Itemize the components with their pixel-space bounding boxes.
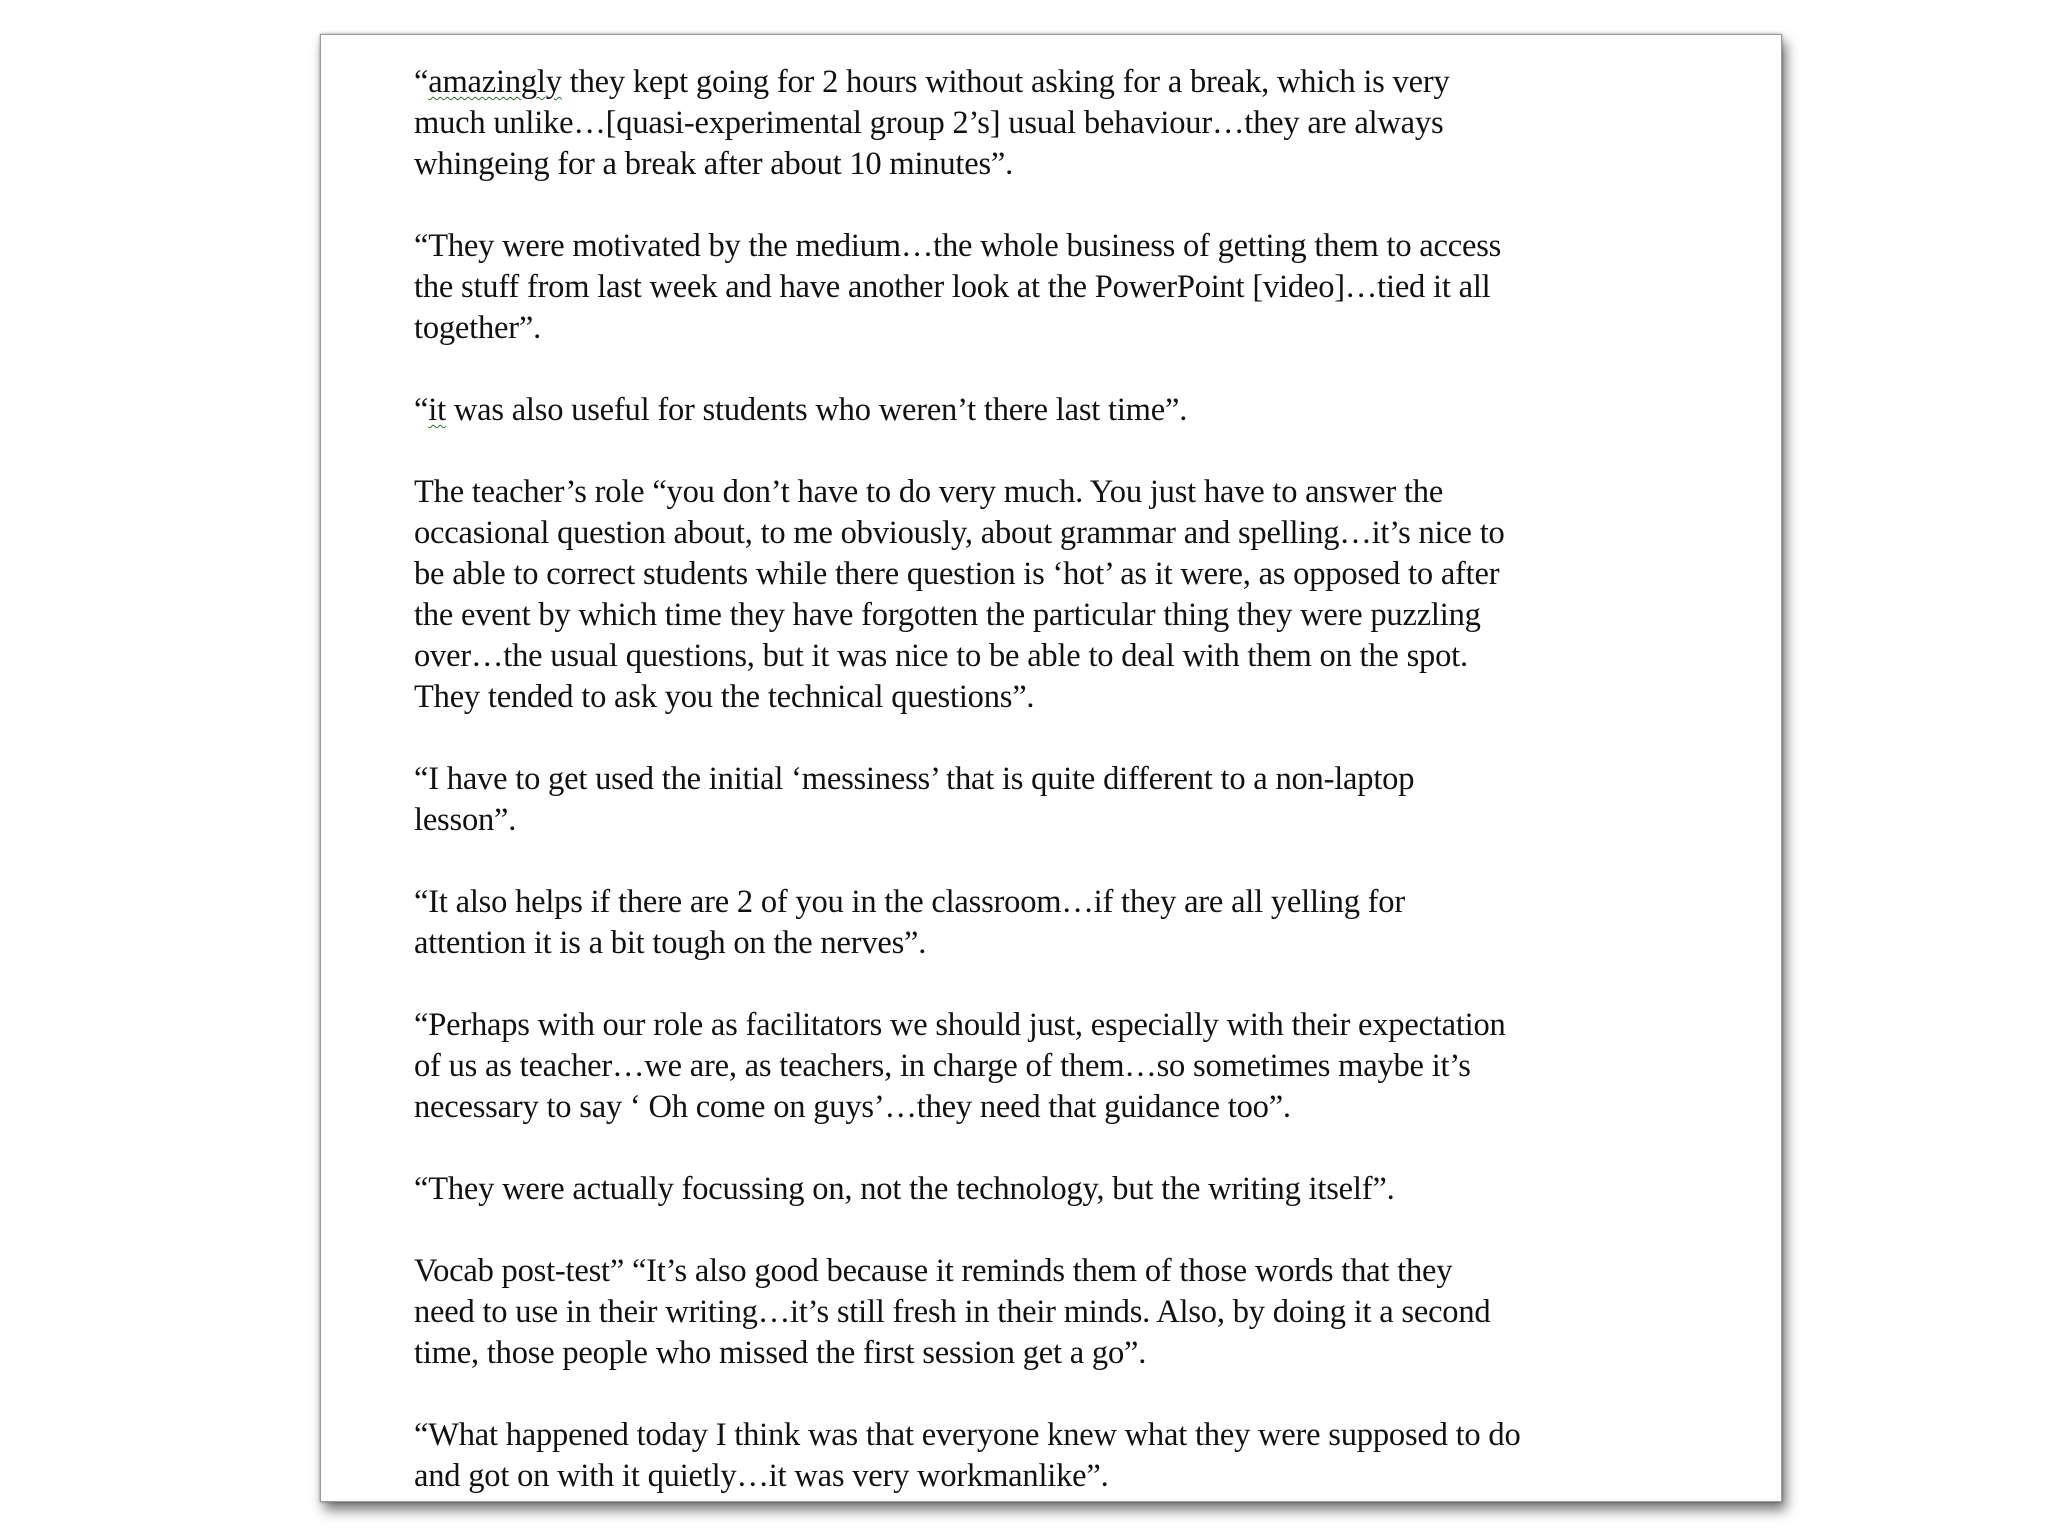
paragraph-1 [414,62,1734,185]
paragraph-1-prefix: “ [414,64,429,100]
paragraph-3-prefix: “ [414,392,429,428]
paragraph-5 [414,759,1734,841]
paragraph-1-rest: they kept going for 2 hours without asking for a break, which is very much unlike…[quasi-experimental group 2’s] usual behaviour…they are always whingeing for a break after about 10 minutes”. [414,64,1450,182]
spelling-flag-it[interactable]: it [428,392,446,428]
paragraph-4-text: The teacher’s role “you don’t have to do very much. You just have to answer the occasional question about, to me obviously, about grammar and spelling…it’s nice to be able to correct students while there question is ‘hot’ as it were, as opposed to after the event by which time they have forgotten the particular thing they were puzzling over…the usual questions, but it was nice to be able to deal with them on the spot. They tended to ask you the technical questions”. [414,474,1505,715]
paragraph-9-text: Vocab post-test” “It’s also good because it reminds them of those words that they need to use in their writing…it’s still fresh in their minds. Also, by doing it a second time, those people who missed the first session get a go”. [414,1253,1491,1371]
paragraph-6 [414,882,1734,964]
paragraph-6-text: “It also helps if there are 2 of you in the classroom…if they are all yelling for attention it is a bit tough on the nerves”. [414,884,1405,961]
paragraph-8-text: “They were actually focussing on, not the technology, but the writing itself”. [414,1171,1395,1207]
paragraph-5-text: “I have to get used the initial ‘messiness’ that is quite different to a non-laptop lesson”. [414,761,1415,838]
paragraph-9 [414,1251,1734,1374]
document-page [320,34,1782,1502]
paragraph-2 [414,226,1734,349]
spelling-flag-amazingly[interactable]: amazingly [428,64,562,100]
paragraph-4 [414,472,1734,718]
paragraph-2-text: “They were motivated by the medium…the whole business of getting them to access the stuff from last week and have another look at the PowerPoint [video]…tied it all together”. [414,228,1502,346]
paragraph-7-text: “Perhaps with our role as facilitators we should just, especially with their expectation of us as teacher…we are, as teachers, in charge of them…so sometimes maybe it’s necessary to say ‘ Oh come on guys’…they need that guidance too”. [414,1007,1506,1125]
paragraph-10 [414,1415,1734,1497]
paragraph-10-text: “What happened today I think was that everyone knew what they were supposed to do and got on with it quietly…it was very workmanlike”. [414,1417,1521,1494]
paragraph-8 [414,1169,1734,1210]
document-body [414,62,1734,1497]
paragraph-7 [414,1005,1734,1128]
paragraph-3-rest: was also useful for students who weren’t there last time”. [445,392,1188,428]
paragraph-3 [414,390,1734,431]
